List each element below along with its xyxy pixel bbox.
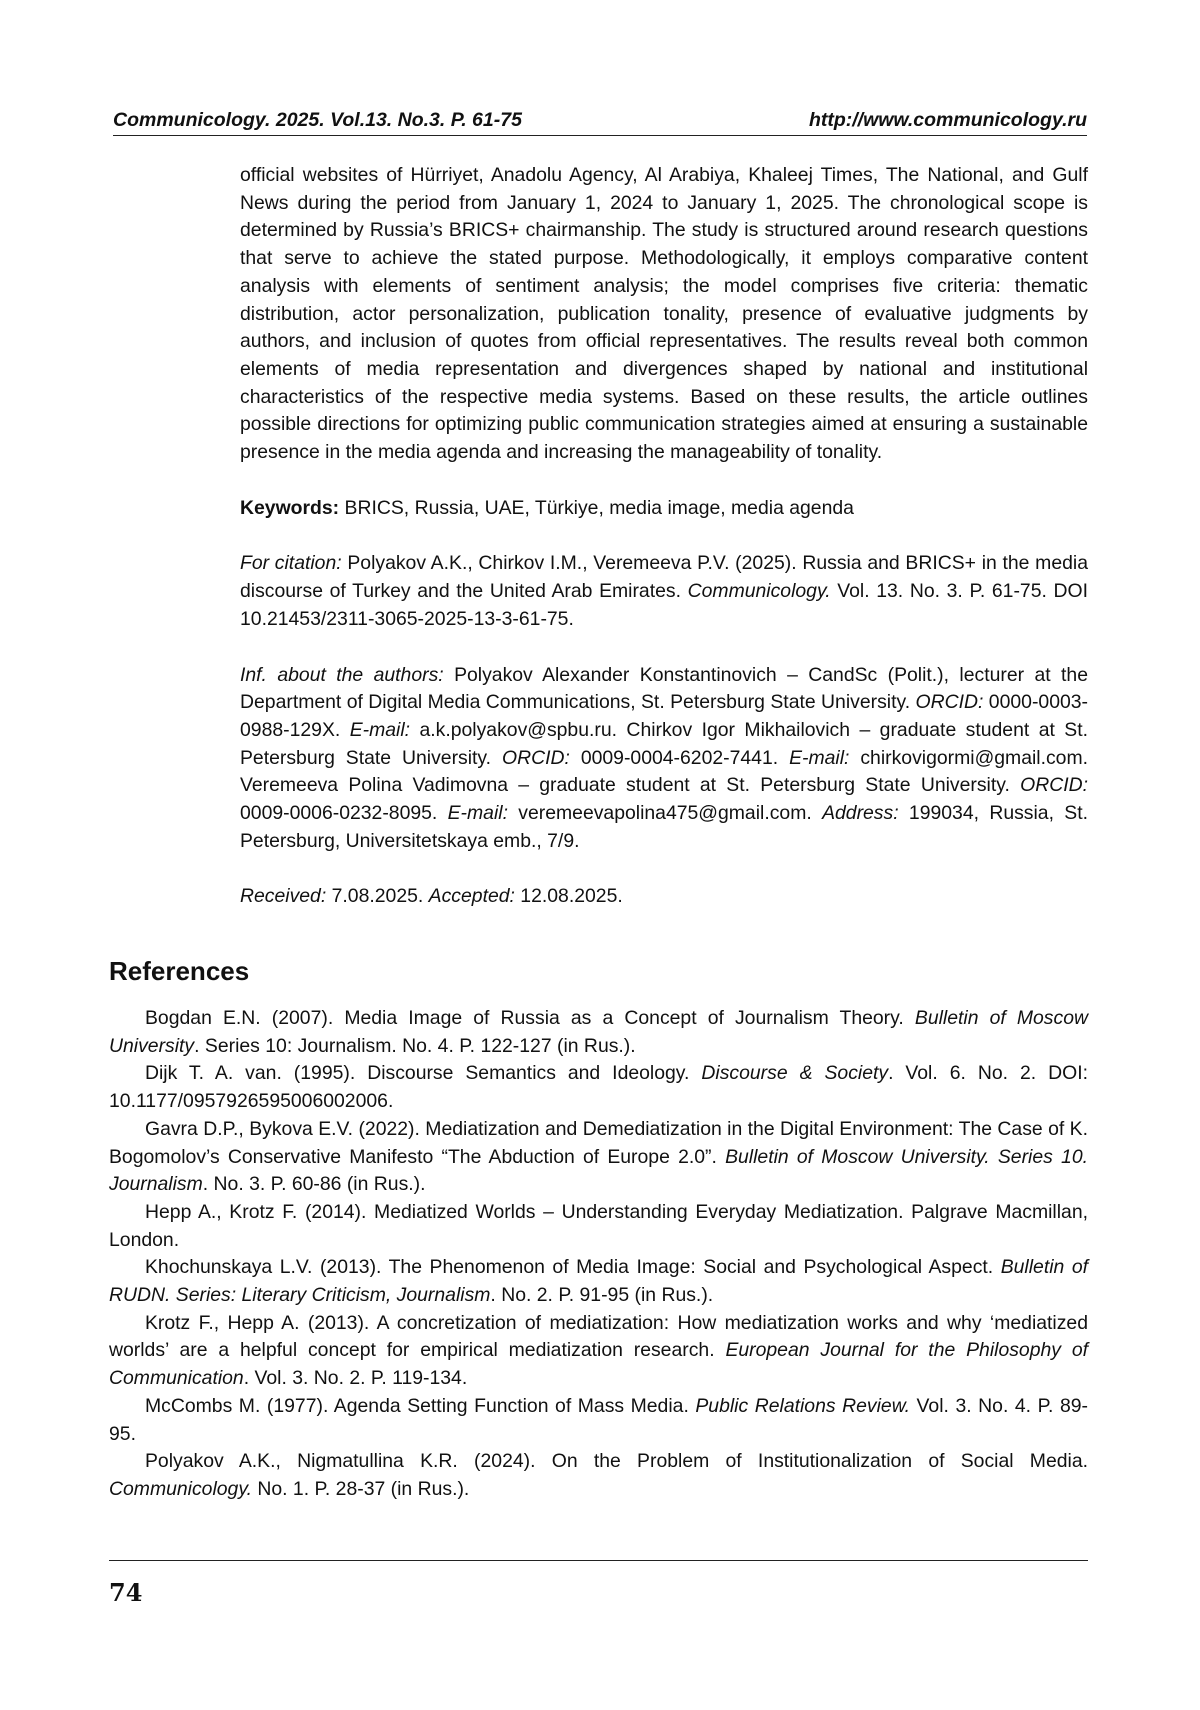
email-2: chirkovigormi@gmail.com. Veremeeva Polina Vadimovna – graduate student at St. Petersburg State University. bbox=[240, 746, 1088, 797]
reference-text: Krotz F., Hepp A. (2013). A concretization of mediatization: How mediatization works and why ‘mediatized worlds’ are a helpful concept for empirical mediatization research. bbox=[109, 1311, 1088, 1362]
email-label-2: E-mail: bbox=[789, 746, 850, 769]
reference-source: Bulletin of Moscow University. Series 10. Journalism bbox=[109, 1145, 1088, 1196]
reference-text: Hepp A., Krotz F. (2014). Mediatized Worlds – Understanding Everyday Mediatization. Palgrave Macmillan, London. bbox=[109, 1200, 1088, 1251]
address-label: Address: bbox=[822, 802, 899, 825]
page-number: 74 bbox=[109, 1578, 143, 1607]
orcid-label-3: ORCID: bbox=[1020, 774, 1088, 797]
orcid-2: 0009-0004-6202-7441. bbox=[569, 746, 790, 769]
reference-details: No. 1. P. 28-37 (in Rus.). bbox=[251, 1477, 470, 1500]
reference-item bbox=[109, 1199, 1088, 1254]
citation-details: Vol. 13. No. 3. P. 61-75. DOI 10.21453/2311-3065-2025-13-3-61-75. bbox=[240, 580, 1088, 630]
reference-item bbox=[109, 1254, 1088, 1309]
authors-label: Inf. about the authors: bbox=[240, 663, 444, 686]
abstract-text: official websites of Hürriyet, Anadolu Agency, Al Arabiya, Khaleej Times, The National, and Gulf News during the period from January 1, 2024 to January 1, 2025. The chronological scope is determined by Russia’s BRICS+ chairmanship. The study is structured around research questions that serve to achieve the stated purpose. Methodologically, it employs comparative content analysis with elements of sentiment analysis; the model comprises five criteria: thematic distribution, actor personalization, publication tonality, presence of evaluative judgments by authors, and inclusion of quotes from official representatives. The results reveal both common elements of media representation and divergences shaped by national and institutional characteristics of the respective media systems. Based on these results, the article outlines possible directions for optimizing public communication strategies aimed at ensuring a sustainable presence in the media agenda and increasing the manageability of tonality. bbox=[240, 164, 1088, 464]
reference-source: Communicology. bbox=[109, 1477, 252, 1500]
authors-text-1: Polyakov Alexander Konstantinovich – CandSc (Polit.), lecturer at the Department of Digital Media Communications, St. Petersburg State University. bbox=[240, 663, 1088, 714]
received-date: 7.08.2025. bbox=[326, 885, 429, 908]
reference-details: . No. 3. P. 60-86 (in Rus.). bbox=[202, 1173, 426, 1196]
header-divider bbox=[113, 135, 1087, 136]
keywords bbox=[240, 495, 1088, 523]
journal-citation-header: Communicology. 2025. Vol.13. No.3. P. 61-75 bbox=[113, 109, 522, 131]
email-3: veremeevapolina475@gmail.com. bbox=[507, 802, 823, 825]
citation bbox=[240, 550, 1088, 633]
email-1: a.k.polyakov@spbu.ru. Chirkov Igor Mikhailovich – graduate student at St. Petersburg State University. bbox=[240, 718, 1088, 769]
reference-details: . No. 2. P. 91-95 (in Rus.). bbox=[490, 1284, 714, 1307]
reference-source: Bulletin of Moscow University bbox=[109, 1007, 1088, 1057]
reference-text: Dijk T. A. van. (1995). Discourse Semantics and Ideology. bbox=[145, 1062, 702, 1085]
footer-divider bbox=[109, 1560, 1088, 1561]
references-heading: References bbox=[109, 956, 250, 986]
accepted-date: 12.08.2025. bbox=[514, 885, 623, 908]
reference-source: Public Relations Review. bbox=[695, 1394, 911, 1417]
citation-label: For citation: bbox=[240, 552, 342, 575]
reference-details: . Vol. 6. No. 2. DOI: 10.1177/0957926595006002006. bbox=[109, 1062, 1088, 1113]
reference-item bbox=[109, 1393, 1088, 1448]
reference-text: Khochunskaya L.V. (2013). The Phenomenon of Media Image: Social and Psychological Aspect. bbox=[145, 1256, 1001, 1279]
accepted-label: Accepted: bbox=[428, 885, 515, 908]
received-label: Received: bbox=[240, 885, 327, 908]
orcid-1: 0000-0003-0988-129X. bbox=[240, 691, 1089, 741]
references-list bbox=[109, 1005, 1088, 1504]
reference-details: . Vol. 3. No. 2. P. 119-134. bbox=[243, 1367, 468, 1390]
email-label-3: E-mail: bbox=[447, 802, 508, 825]
running-header bbox=[113, 108, 1087, 132]
reference-item bbox=[109, 1116, 1088, 1199]
keywords-text: BRICS, Russia, UAE, Türkiye, media image, media agenda bbox=[339, 496, 854, 519]
keywords-label: Keywords: bbox=[240, 496, 340, 519]
reference-text: Polyakov A.K., Nigmatullina K.R. (2024). On the Problem of Institutionalization of Social Media. bbox=[145, 1450, 1088, 1473]
orcid-label-1: ORCID: bbox=[915, 691, 984, 714]
email-label-1: E-mail: bbox=[349, 718, 411, 741]
citation-journal: Communicology. bbox=[687, 580, 831, 603]
reference-item bbox=[109, 1005, 1088, 1060]
authors-info bbox=[240, 662, 1088, 856]
reference-source: Bulletin of RUDN. Series: Literary Criticism, Journalism bbox=[109, 1256, 1088, 1307]
address-text: 199034, Russia, St. Petersburg, Universitetskaya emb., 7/9. bbox=[240, 802, 1088, 852]
reference-item bbox=[109, 1310, 1088, 1393]
reference-source: Discourse & Society bbox=[701, 1062, 889, 1085]
reference-details: Vol. 3. No. 4. P. 89-95. bbox=[109, 1394, 1088, 1445]
reference-text: Gavra D.P., Bykova E.V. (2022). Mediatization and Demediatization in the Digital Environment: The Case of K. Bogomolov’s Conservative Manifesto “The Abduction of Europe 2.0”. bbox=[109, 1117, 1088, 1168]
reference-source: European Journal for the Philosophy of Communication bbox=[109, 1339, 1088, 1390]
dates bbox=[240, 883, 1088, 911]
journal-url-header: http://www.communicology.ru bbox=[808, 109, 1087, 131]
reference-details: . Series 10: Journalism. No. 4. P. 122-127 (in Rus.). bbox=[194, 1034, 636, 1057]
reference-item bbox=[109, 1060, 1088, 1115]
abstract-section bbox=[240, 162, 1088, 911]
reference-item bbox=[109, 1448, 1088, 1503]
citation-text: Polyakov A.K., Chirkov I.M., Veremeeva P.V. (2025). Russia and BRICS+ in the media discourse of Turkey and the United Arab Emirates. bbox=[240, 552, 1088, 603]
orcid-3: 0009-0006-0232-8095. bbox=[240, 802, 448, 825]
orcid-label-2: ORCID: bbox=[502, 746, 570, 769]
reference-text: Bogdan E.N. (2007). Media Image of Russia as a Concept of Journalism Theory. bbox=[145, 1007, 915, 1029]
reference-text: McCombs M. (1977). Agenda Setting Function of Mass Media. bbox=[145, 1394, 696, 1417]
